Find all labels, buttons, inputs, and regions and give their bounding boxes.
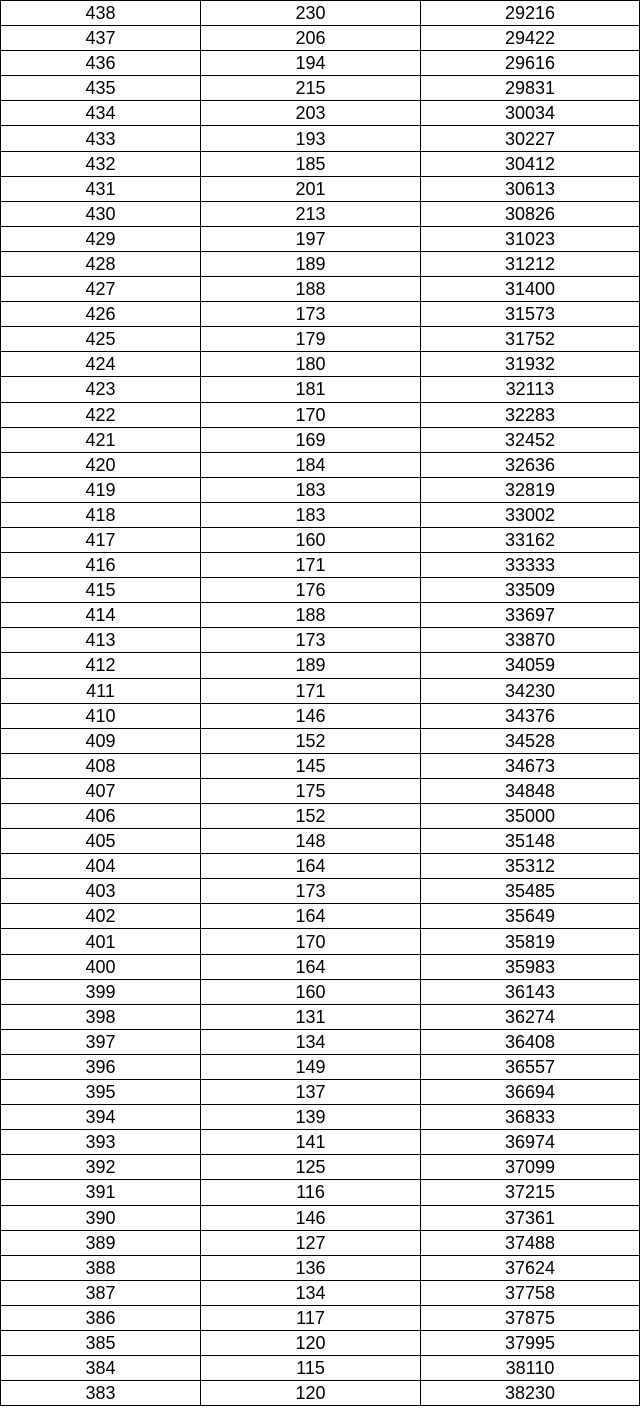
cumulative-cell: 35312 [421,854,640,879]
table-row [1,804,640,829]
score-cell: 400 [1,954,201,979]
cumulative-cell: 30826 [421,201,640,226]
score-cell: 413 [1,628,201,653]
cumulative-cell: 31752 [421,327,640,352]
table-row [1,1381,640,1406]
cumulative-cell: 35819 [421,929,640,954]
count-cell: 194 [201,51,421,76]
cumulative-cell: 32819 [421,477,640,502]
cumulative-cell: 37624 [421,1255,640,1280]
score-cell: 435 [1,76,201,101]
score-cell: 392 [1,1155,201,1180]
count-cell: 134 [201,1280,421,1305]
count-cell: 180 [201,352,421,377]
count-cell: 146 [201,703,421,728]
score-cell: 405 [1,829,201,854]
cumulative-cell: 34673 [421,753,640,778]
score-table-body [1,1,640,1406]
table-row [1,753,640,778]
count-cell: 173 [201,879,421,904]
table-row [1,1,640,26]
score-cell: 433 [1,126,201,151]
table-row [1,1029,640,1054]
cumulative-cell: 29216 [421,1,640,26]
score-cell: 412 [1,653,201,678]
cumulative-cell: 36557 [421,1054,640,1079]
cumulative-cell: 36143 [421,979,640,1004]
count-cell: 181 [201,377,421,402]
table-row [1,1280,640,1305]
cumulative-cell: 37488 [421,1230,640,1255]
score-cell: 394 [1,1105,201,1130]
score-cell: 420 [1,452,201,477]
table-row [1,26,640,51]
score-cell: 399 [1,979,201,1004]
score-cell: 403 [1,879,201,904]
count-cell: 185 [201,151,421,176]
score-cell: 397 [1,1029,201,1054]
table-row [1,1205,640,1230]
count-cell: 117 [201,1305,421,1330]
table-row [1,603,640,628]
table-row [1,979,640,1004]
count-cell: 164 [201,954,421,979]
table-row [1,452,640,477]
score-cell: 395 [1,1080,201,1105]
cumulative-cell: 35000 [421,804,640,829]
table-row [1,854,640,879]
count-cell: 137 [201,1080,421,1105]
count-cell: 139 [201,1105,421,1130]
cumulative-cell: 30613 [421,176,640,201]
count-cell: 230 [201,1,421,26]
score-cell: 409 [1,728,201,753]
score-cell: 431 [1,176,201,201]
table-row [1,327,640,352]
score-cell: 383 [1,1381,201,1406]
cumulative-cell: 31400 [421,277,640,302]
table-row [1,1356,640,1381]
table-row [1,1130,640,1155]
count-cell: 179 [201,327,421,352]
cumulative-cell: 31573 [421,302,640,327]
table-row [1,226,640,251]
table-row [1,427,640,452]
count-cell: 203 [201,101,421,126]
score-cell: 427 [1,277,201,302]
score-cell: 388 [1,1255,201,1280]
count-cell: 189 [201,251,421,276]
table-row [1,1180,640,1205]
table-row [1,477,640,502]
table-row [1,51,640,76]
table-row [1,653,640,678]
score-cell: 434 [1,101,201,126]
table-row [1,1054,640,1079]
table-row [1,151,640,176]
table-row [1,1155,640,1180]
count-cell: 136 [201,1255,421,1280]
cumulative-cell: 37875 [421,1305,640,1330]
count-cell: 125 [201,1155,421,1180]
score-cell: 422 [1,402,201,427]
score-cell: 401 [1,929,201,954]
table-row [1,929,640,954]
table-row [1,628,640,653]
table-row [1,201,640,226]
count-cell: 183 [201,477,421,502]
score-cell: 424 [1,352,201,377]
score-cell: 421 [1,427,201,452]
score-cell: 419 [1,477,201,502]
count-cell: 152 [201,804,421,829]
table-row [1,1004,640,1029]
count-cell: 170 [201,402,421,427]
table-row [1,954,640,979]
table-row [1,402,640,427]
score-cell: 432 [1,151,201,176]
table-row [1,678,640,703]
count-cell: 206 [201,26,421,51]
count-cell: 116 [201,1180,421,1205]
score-cell: 407 [1,778,201,803]
cumulative-cell: 37099 [421,1155,640,1180]
count-cell: 188 [201,603,421,628]
count-cell: 189 [201,653,421,678]
table-row [1,176,640,201]
cumulative-cell: 36694 [421,1080,640,1105]
table-row [1,277,640,302]
table-row [1,778,640,803]
cumulative-cell: 34230 [421,678,640,703]
count-cell: 197 [201,226,421,251]
count-cell: 201 [201,176,421,201]
score-cell: 406 [1,804,201,829]
table-row [1,377,640,402]
score-cell: 387 [1,1280,201,1305]
table-row [1,1330,640,1355]
count-cell: 184 [201,452,421,477]
cumulative-cell: 30412 [421,151,640,176]
count-cell: 171 [201,553,421,578]
table-row [1,728,640,753]
count-cell: 115 [201,1356,421,1381]
count-cell: 215 [201,76,421,101]
table-row [1,879,640,904]
table-row [1,302,640,327]
table-row [1,251,640,276]
count-cell: 141 [201,1130,421,1155]
cumulative-cell: 30034 [421,101,640,126]
count-cell: 173 [201,302,421,327]
count-cell: 193 [201,126,421,151]
cumulative-cell: 37361 [421,1205,640,1230]
score-cell: 437 [1,26,201,51]
cumulative-cell: 29831 [421,76,640,101]
score-cell: 415 [1,578,201,603]
table-row [1,352,640,377]
cumulative-cell: 33697 [421,603,640,628]
score-cell: 414 [1,603,201,628]
score-cell: 430 [1,201,201,226]
score-cell: 385 [1,1330,201,1355]
count-cell: 146 [201,1205,421,1230]
score-cell: 436 [1,51,201,76]
table-row [1,904,640,929]
count-cell: 188 [201,277,421,302]
table-row [1,1230,640,1255]
table-row [1,76,640,101]
cumulative-cell: 37215 [421,1180,640,1205]
count-cell: 145 [201,753,421,778]
cumulative-cell: 33509 [421,578,640,603]
cumulative-cell: 36274 [421,1004,640,1029]
cumulative-cell: 30227 [421,126,640,151]
score-cell: 438 [1,1,201,26]
score-cell: 393 [1,1130,201,1155]
table-row [1,1305,640,1330]
score-cell: 428 [1,251,201,276]
cumulative-cell: 38110 [421,1356,640,1381]
score-cell: 418 [1,502,201,527]
count-cell: 149 [201,1054,421,1079]
cumulative-cell: 33162 [421,527,640,552]
table-row [1,1255,640,1280]
score-cell: 389 [1,1230,201,1255]
cumulative-cell: 31023 [421,226,640,251]
cumulative-cell: 35649 [421,904,640,929]
table-row [1,829,640,854]
table-row [1,1105,640,1130]
score-cell: 391 [1,1180,201,1205]
cumulative-cell: 29422 [421,26,640,51]
score-cell: 417 [1,527,201,552]
score-cell: 426 [1,302,201,327]
score-cell: 404 [1,854,201,879]
count-cell: 148 [201,829,421,854]
count-cell: 152 [201,728,421,753]
count-cell: 170 [201,929,421,954]
count-cell: 175 [201,778,421,803]
cumulative-cell: 35485 [421,879,640,904]
count-cell: 169 [201,427,421,452]
score-cell: 423 [1,377,201,402]
table-row [1,578,640,603]
cumulative-cell: 35983 [421,954,640,979]
score-cell: 390 [1,1205,201,1230]
table-row [1,502,640,527]
table-row [1,703,640,728]
score-cell: 425 [1,327,201,352]
score-cell: 411 [1,678,201,703]
table-row [1,527,640,552]
cumulative-cell: 37995 [421,1330,640,1355]
cumulative-cell: 37758 [421,1280,640,1305]
cumulative-cell: 35148 [421,829,640,854]
score-cell: 410 [1,703,201,728]
count-cell: 127 [201,1230,421,1255]
score-cell: 398 [1,1004,201,1029]
cumulative-cell: 34848 [421,778,640,803]
score-cell: 386 [1,1305,201,1330]
count-cell: 164 [201,904,421,929]
cumulative-cell: 34059 [421,653,640,678]
cumulative-cell: 32452 [421,427,640,452]
count-cell: 131 [201,1004,421,1029]
cumulative-cell: 36408 [421,1029,640,1054]
cumulative-cell: 36974 [421,1130,640,1155]
score-cell: 396 [1,1054,201,1079]
cumulative-cell: 38230 [421,1381,640,1406]
count-cell: 160 [201,979,421,1004]
table-row [1,553,640,578]
cumulative-cell: 36833 [421,1105,640,1130]
count-cell: 164 [201,854,421,879]
count-cell: 120 [201,1381,421,1406]
count-cell: 183 [201,502,421,527]
cumulative-cell: 32113 [421,377,640,402]
score-cell: 408 [1,753,201,778]
count-cell: 213 [201,201,421,226]
score-cell: 416 [1,553,201,578]
score-cell: 402 [1,904,201,929]
cumulative-cell: 33333 [421,553,640,578]
count-cell: 173 [201,628,421,653]
cumulative-cell: 32283 [421,402,640,427]
count-cell: 171 [201,678,421,703]
table-row [1,1080,640,1105]
cumulative-cell: 31212 [421,251,640,276]
count-cell: 120 [201,1330,421,1355]
score-cell: 429 [1,226,201,251]
cumulative-cell: 31932 [421,352,640,377]
count-cell: 176 [201,578,421,603]
cumulative-cell: 33870 [421,628,640,653]
count-cell: 160 [201,527,421,552]
count-cell: 134 [201,1029,421,1054]
table-row [1,101,640,126]
score-cell: 384 [1,1356,201,1381]
table-row [1,126,640,151]
cumulative-cell: 33002 [421,502,640,527]
cumulative-cell: 29616 [421,51,640,76]
cumulative-cell: 34376 [421,703,640,728]
cumulative-cell: 34528 [421,728,640,753]
cumulative-cell: 32636 [421,452,640,477]
